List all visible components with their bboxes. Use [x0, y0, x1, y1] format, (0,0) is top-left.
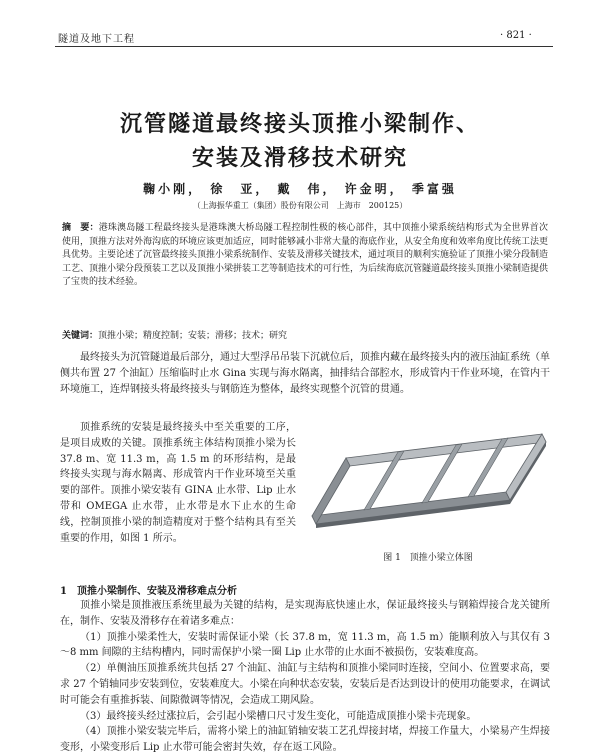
abstract	[62, 222, 548, 290]
running-header-journal: 隧道及地下工程	[58, 34, 135, 45]
keywords-text: 顶推小梁；精度控制；安装；滑移；技术；研究	[98, 331, 288, 341]
paragraph-intro: 最终接头为沉管隧道最后部分，通过大型浮吊吊装下沉就位后，顶推内藏在最终接头内的液压油缸系统（单侧共布置 27 个油缸）压缩临时止水 Gina 实现与海水隔离，抽排结合部腔水，形成管内干作业环境，在管内干环境施工，连焊钢接头将最终接头与钢筋连为整体，最终实现整个沉管的贯通。	[60, 352, 550, 395]
figure-push-beam-3d	[306, 428, 550, 538]
paper-title-line2: 安装及滑移技术研究	[191, 145, 408, 171]
list-item: （2）单侧油压顶推系统共包括 27 个油缸、油缸与主结构和顶推小梁同时连接，空间小、位置要求高，要求 27 个销轴同步安装到位，安装难度大。小梁在向种状态安装，安装后是否达到设计的使用功能要求，在调试时可能会有重推拆装、间隙微调等情况，会造成工期风险。	[60, 663, 550, 706]
beam-outer-bottom	[312, 492, 510, 524]
figure-caption: 图 1 顶推小梁立体图	[383, 553, 473, 563]
page-number: · 821 ·	[500, 30, 532, 41]
keywords-label: 关键词：	[62, 331, 99, 341]
keywords	[62, 328, 548, 341]
abstract-label: 摘 要：	[62, 223, 99, 233]
header-rule	[55, 46, 553, 47]
section-body	[60, 598, 550, 756]
list-item: （1）顶推小梁柔性大，安装时需保证小梁（长 37.8 m，宽 11.3 m，高 1.5 m）能顺利放入与其仅有 3～8 mm 间隙的主结构槽内，同时需保护小梁一圈 Lip 止水带的止水面不被损伤，安装难度高。	[60, 631, 550, 659]
beam-depth-right	[510, 442, 546, 504]
paragraph-difficulties: 顶推小梁是顶推液压系统里最为关键的结构，是实现海底快速止水，保证最终接头与钢箱焊接合龙关键所在，制作、安装及滑移存在着诸多难点：	[60, 600, 550, 627]
push-beam-frame	[312, 434, 546, 528]
affiliation: （上海振华重工（集团）股份有限公司 上海市 200125）	[192, 201, 408, 210]
authors: 鞠小刚， 徐 亚， 戴 伟， 许金明， 季富强	[143, 182, 457, 196]
abstract-text: 港珠澳岛隧工程最终接头是港珠澳大桥岛隧工程控制性极的核心部件，其中顶推小梁系统结构形式为全世界首次使用，顶推方法对外海沟底的环境应该更加适应，同时能够减小非常大量的海底作业，从安全角度和效率角度比传统工法更具优势。主要论述了沉管最终接头顶推小梁系统制作、安装及滑移关键技术，通过项目的顺利实施验证了顶推小梁分段制造工艺、顶推小梁分段预装工艺以及顶推小梁拼装工艺等制造技术的可行性，为后续海底沉管隧道最终接头顶推小梁制造提供了宝贵的技术经验。	[62, 223, 549, 288]
section-heading: 1 顶推小梁制作、安装及滑移难点分析	[60, 586, 237, 597]
paragraph-pushing-system: 顶推系统的安装是最终接头中至关重要的工序，是项目成败的关键。顶推系统主体结构顶推小梁为长 37.8 m、宽 11.3 m，高 1.5 m 的环形结构，是最终接头实现与海水隔离、形成管内干作业环境至关重要的部件。顶推小梁安装有 GINA 止水带、Lip 止水带和 OMEGA 止水带，止水带是水下止水的生命线，控制顶推小梁的制造精度对于整个结构具有至关重要的作用，如图 1 所示。	[60, 422, 296, 544]
list-item: （4）顶推小梁安装完毕后，需将小梁上的油缸销轴安装工艺孔焊接封堵，焊接工作量大，小梁易产生焊接变形，小梁变形后 Lip 止水带可能会密封失效，存在返工风险。	[60, 726, 550, 754]
beam-outer-top	[346, 434, 546, 466]
list-item: （3）最终接头经过涨拉后，会引起小梁槽口尺寸发生变化，可能造成顶推小梁卡壳现象。	[80, 710, 477, 722]
paper-title-line1: 沉管隧道最终接头顶推小梁制作、	[119, 111, 480, 137]
